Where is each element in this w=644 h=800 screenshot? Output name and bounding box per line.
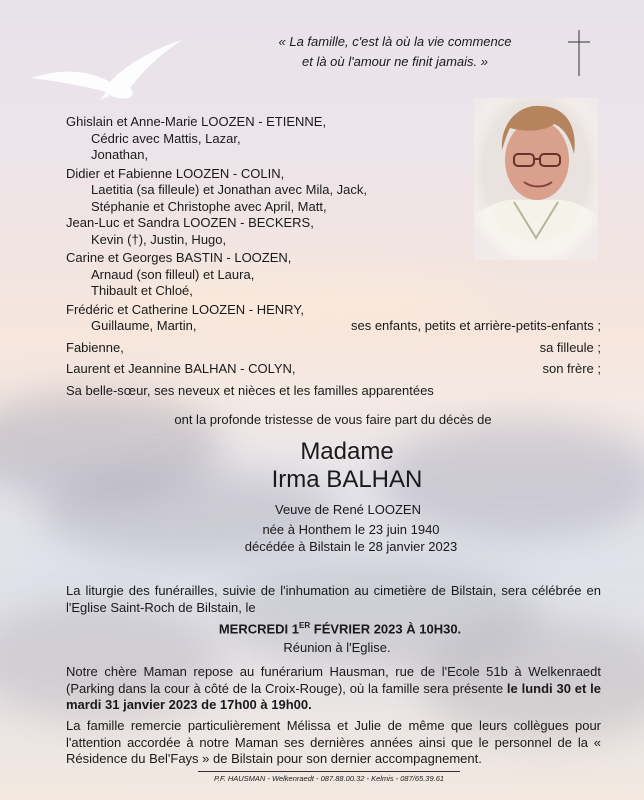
life-dates: [0, 521, 644, 555]
family-line: Stéphanie et Christophe avec April, Matt,: [91, 198, 327, 214]
thanks-paragraph: La famille remercie particulièrement Mélissa et Julie de même que leurs collègues pour l'attention accordée à notre Maman ses dernières années ainsi que le personnel de la « Résidence du Bel'Fays » de Bilstain pour son dernier accompagnement.: [66, 718, 601, 766]
family-line: Sa belle-sœur, ses neveux et nièces et les familles apparentées: [66, 382, 434, 398]
funeral-date: [0, 621, 644, 636]
funeral-home-footer: P.F. HAUSMAN - Welkenraedt - 087.88.00.32 - Kelmis - 087/65.39.61: [198, 771, 460, 783]
epitaph-quote: [230, 32, 560, 72]
family-line: Jean-Luc et Sandra LOOZEN - BECKERS,: [66, 215, 314, 230]
widow-of: Veuve de René LOOZEN: [275, 502, 421, 517]
family-list: [66, 114, 601, 399]
family-line: Laetitia (sa filleule) et Jonathan avec Mila, Jack,: [91, 182, 368, 197]
family-names: Guillaume, Martin,: [91, 318, 197, 333]
family-line: Cédric avec Mattis, Lazar,: [91, 130, 241, 146]
visitation-hours: le lundi 30 et le mardi 31 janvier 2023 de 17h00 à 19h00.: [66, 680, 601, 712]
birth-date: née à Honthem le 23 juin 1940: [262, 522, 440, 537]
family-line: Thibault et Chloé,: [91, 283, 193, 298]
deceased-name: Irma BALHAN: [271, 466, 423, 493]
relation-label: ses enfants, petits et arrière-petits-enfants ;: [350, 318, 601, 333]
family-line: [66, 361, 601, 378]
seagull-icon: [30, 38, 185, 104]
quote-line: « La famille, c'est là où la vie commence: [278, 34, 512, 49]
family-names: Laurent et Jeannine BALHAN - COLYN,: [66, 361, 296, 376]
date-superscript: ER: [299, 621, 311, 630]
visitation-text: Notre chère Maman repose au funérarium Hausman, rue de l'Ecole 51b à Welkenraedt (Parking dans la cour à côté de la Croix-Rouge), où la famille sera présente: [66, 664, 601, 696]
relation-label: sa filleule ;: [539, 339, 601, 355]
family-line: Frédéric et Catherine LOOZEN - HENRY,: [66, 301, 304, 317]
family-line: Ghislain et Anne-Marie LOOZEN - ETIENNE,: [66, 114, 327, 129]
family-line: [66, 318, 601, 335]
announcement: ont la profonde tristesse de vous faire part du décès de: [174, 412, 492, 427]
family-line: Kevin (†), Justin, Hugo,: [91, 231, 227, 247]
family-names: Fabienne,: [66, 339, 124, 355]
visitation-paragraph: [66, 664, 601, 714]
family-line: Jonathan,: [91, 147, 149, 162]
funeral-date-part: FÉVRIER 2023 À 10H30.: [310, 621, 462, 637]
quote-line: et là où l'amour ne finit jamais. »: [301, 54, 489, 69]
deceased-title: Madame: [300, 438, 394, 465]
cross-icon: [568, 30, 590, 76]
family-line: [66, 340, 601, 357]
liturgy-paragraph: La liturgie des funérailles, suivie de l'inhumation au cimetière de Bilstain, sera célébrée en l'Eglise Saint-Roch de Bilstain, le: [66, 583, 601, 615]
family-line: Arnaud (son filleul) et Laura,: [91, 266, 255, 282]
family-line: Didier et Fabienne LOOZEN - COLIN,: [66, 165, 285, 181]
relation-label: son frère ;: [542, 361, 601, 376]
funeral-date-part: MERCREDI 1: [218, 621, 300, 637]
death-date: décédée à Bilstain le 28 janvier 2023: [244, 539, 458, 554]
reunion-note: Réunion à l'Eglise.: [283, 640, 391, 655]
family-line: Carine et Georges BASTIN - LOOZEN,: [66, 250, 292, 265]
